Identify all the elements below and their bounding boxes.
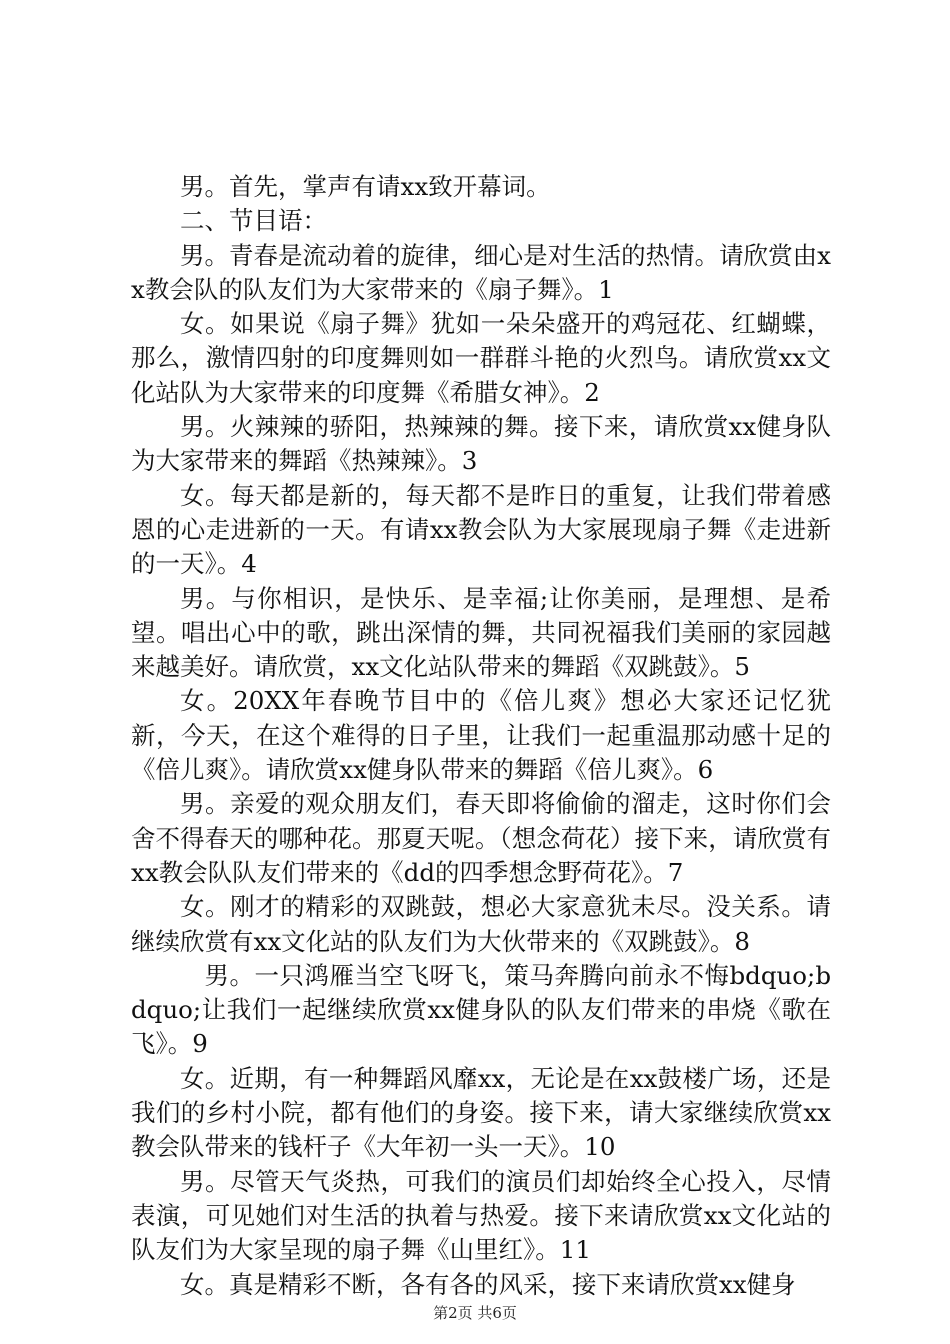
- paragraph: 女。每天都是新的，每天都不是昨日的重复，让我们带着感恩的心走进新的一天。有请xx教会队为大家展现扇子舞《走进新的一天》。4: [131, 480, 831, 579]
- page-number-footer: 第2页 共6页: [433, 1304, 517, 1322]
- document-body: [131, 170, 831, 1302]
- paragraph: 女。刚才的精彩的双跳鼓，想必大家意犹未尽。没关系。请继续欣赏有xx文化站的队友们为大伙带来的《双跳鼓》。8: [131, 892, 831, 956]
- paragraph: 女。真是精彩不断，各有各的风采，接下来请欣赏xx健身: [180, 1269, 796, 1299]
- paragraph: 男。一只鸿雁当空飞呀飞，策马奔腾向前永不悔bdquo;bdquo;让我们一起继续欣赏xx健身队的队友们带来的串烧《歌在飞》。9: [131, 960, 831, 1059]
- paragraph: 女。如果说《扇子舞》犹如一朵朵盛开的鸡冠花、红蝴蝶，那么，激情四射的印度舞则如一群群斗艳的火烈鸟。请欣赏xx文化站队为大家带来的印度舞《希腊女神》。2: [131, 309, 831, 407]
- paragraph: 男。与你相识，是快乐、是幸福;让你美丽，是理想、是希望。唱出心中的歌，跳出深情的舞，共同祝福我们美丽的家园越来越美好。请欣赏，xx文化站队带来的舞蹈《双跳鼓》。5: [131, 583, 831, 682]
- paragraph: 男。亲爱的观众朋友们，春天即将偷偷的溜走，这时你们会舍不得春天的哪种花。那夏天呢。（想念荷花）接下来，请欣赏有xx教会队队友们带来的《dd的四季想念野荷花》。7: [131, 789, 831, 887]
- paragraph: 男。首先，掌声有请xx致开幕词。: [180, 172, 551, 201]
- section-heading: 二、节目语：: [180, 206, 327, 236]
- paragraph: 女。近期，有一种舞蹈风靡xx，无论是在xx鼓楼广场，还是我们的乡村小院，都有他们的身姿。接下来，请大家继续欣赏xx教会队带来的钱杆子《大年初一头一天》。10: [131, 1063, 831, 1162]
- paragraph: 男。火辣辣的骄阳，热辣辣的舞。接下来，请欣赏xx健身队为大家带来的舞蹈《热辣辣》。3: [131, 412, 831, 476]
- paragraph: 男。青春是流动着的旋律，细心是对生活的热情。请欣赏由xx教会队的队友们为大家带来的《扇子舞》。1: [131, 240, 831, 304]
- paragraph: 男。尽管天气炎热，可我们的演员们却始终全心投入，尽情表演，可见她们对生活的执着与热爱。接下来请欣赏xx文化站的队友们为大家呈现的扇子舞《山里红》。11: [131, 1166, 831, 1265]
- paragraph: 女。20XX年春晚节目中的《倍儿爽》想必大家还记忆犹新，今天，在这个难得的日子里，让我们一起重温那动感十足的《倍儿爽》。请欣赏xx健身队带来的舞蹈《倍儿爽》。6: [131, 686, 831, 785]
